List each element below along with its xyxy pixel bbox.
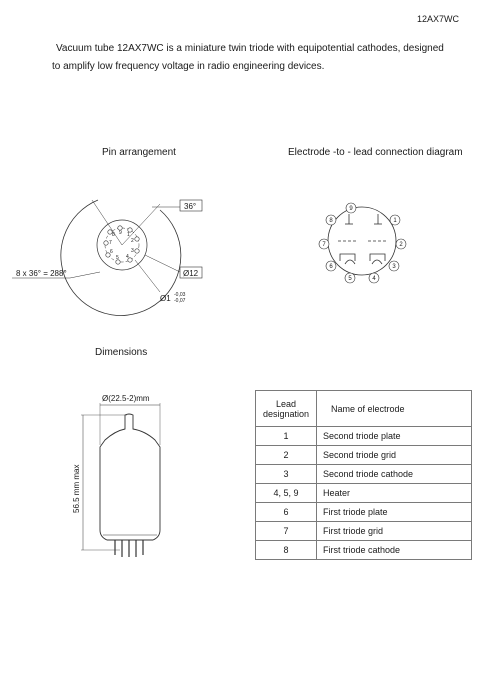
- connection-diagram: [300, 196, 420, 296]
- connection-pin-3: 3: [392, 264, 396, 270]
- lead-cell: 4, 5, 9: [256, 484, 317, 503]
- lead-cell: 1: [256, 427, 317, 446]
- pin-label: 5: [116, 255, 119, 261]
- electrode-name-cell: Second triode cathode: [317, 465, 472, 484]
- pin-tolerance-lower: -0,07: [174, 298, 186, 304]
- electrode-name-cell: Second triode plate: [317, 427, 472, 446]
- pin-label: 6: [110, 249, 113, 255]
- pin-label: 2: [131, 238, 134, 244]
- pin-diameter-label: Ø1: [160, 294, 171, 303]
- electrode-name-cell: Second triode grid: [317, 446, 472, 465]
- dimensions-drawing: [65, 385, 185, 565]
- pin-label: 3: [131, 248, 134, 254]
- description-line-2: to amplify low frequency voltage in radio engineering devices.: [52, 61, 325, 72]
- lead-header-line-2: designation: [262, 408, 310, 419]
- electrode-name-cell: First triode grid: [317, 522, 472, 541]
- connection-pin-2: 2: [399, 242, 403, 248]
- connection-pin-6: 6: [329, 264, 333, 270]
- connection-pin-4: 4: [372, 276, 376, 282]
- pin-tolerance-upper: -0,03: [174, 292, 186, 298]
- description-line-1: Vacuum tube 12AX7WC is a miniature twin triode with equipotential cathodes, designed: [56, 43, 444, 54]
- electrode-name-cell: First triode cathode: [317, 541, 472, 560]
- lead-cell: 3: [256, 465, 317, 484]
- name-header: Name of electrode: [317, 391, 472, 427]
- table-row: [256, 541, 472, 560]
- lead-header-line-1: Lead: [275, 398, 297, 409]
- electrode-name-cell: Heater: [317, 484, 472, 503]
- table-row: [256, 465, 472, 484]
- lead-cell: 8: [256, 541, 317, 560]
- pin-label: 7: [109, 240, 112, 246]
- lead-designation-table: [255, 390, 472, 560]
- lead-cell: 7: [256, 522, 317, 541]
- pin-label: 9: [119, 230, 122, 236]
- connection-pin-1: 1: [393, 218, 397, 224]
- pin-arrangement-caption: Pin arrangement: [102, 147, 176, 158]
- table-row: [256, 484, 472, 503]
- lead-cell: 2: [256, 446, 317, 465]
- height-label: 56.5 mm max: [72, 464, 81, 513]
- connection-pin-7: 7: [322, 242, 326, 248]
- connection-diagram-caption: Electrode -to - lead connection diagram: [288, 147, 463, 158]
- connection-pin-5: 5: [348, 276, 352, 282]
- pin-label: 1: [127, 232, 130, 238]
- table-row: [256, 446, 472, 465]
- lead-cell: 6: [256, 503, 317, 522]
- table-row: [256, 427, 472, 446]
- table-header-row: [256, 391, 472, 427]
- table-row: [256, 503, 472, 522]
- lead-header: [256, 391, 317, 427]
- total-angle-label: 8 x 36° = 288°: [16, 269, 67, 278]
- connection-pin-8: 8: [329, 218, 333, 224]
- circle-diameter-label: Ø12: [183, 269, 199, 278]
- electrode-name-cell: First triode plate: [317, 503, 472, 522]
- pin-label: 4: [126, 254, 129, 260]
- angle-label: 36°: [184, 202, 197, 211]
- diameter-label: Ø(22.5-2)mm: [102, 394, 150, 403]
- tube-description: [52, 40, 472, 76]
- model-number: 12AX7WC: [416, 14, 459, 24]
- dimensions-caption: Dimensions: [95, 347, 148, 358]
- table-row: [256, 522, 472, 541]
- connection-pin-9: 9: [349, 206, 353, 212]
- pin-label: 8: [112, 232, 115, 238]
- pin-arrangement-drawing: [0, 180, 240, 320]
